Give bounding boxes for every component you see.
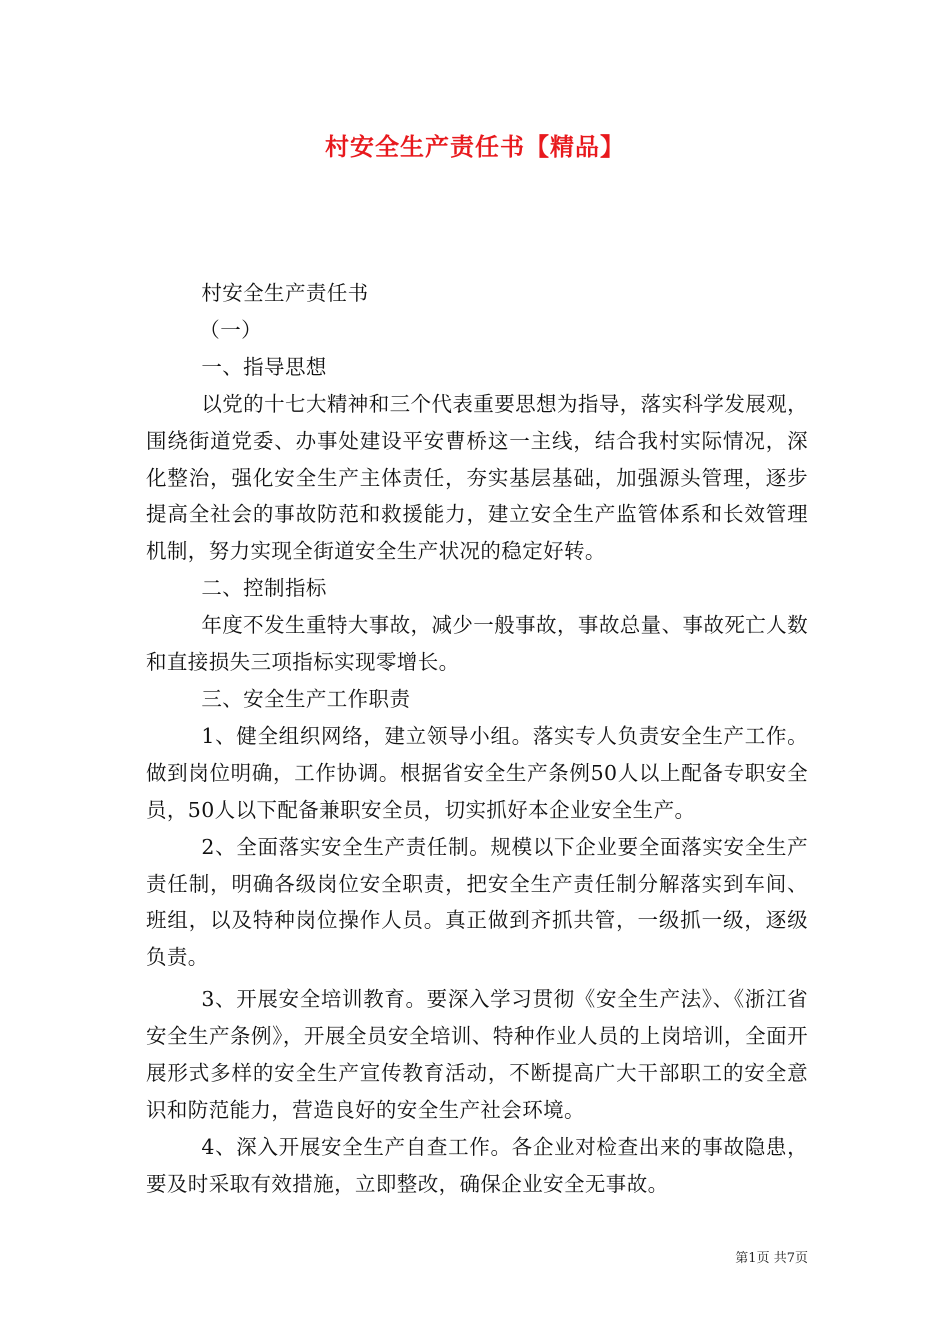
document-title: 村安全生产责任书【精品】	[325, 132, 625, 161]
body-paragraph: 1、健全组织网络，建立领导小组。落实专人负责安全生产工作。做到岗位明确，工作协调。根据省安全生产条例50人以上配备专职安全员，50人以下配备兼职安全员，切实抓好本企业安全生产。	[146, 723, 808, 822]
body-paragraph: 以党的十七大精神和三个代表重要思想为指导，落实科学发展观，围绕街道党委、办事处建设平安曹桥这一主线，结合我村实际情况，深化整治，强化安全生产主体责任，夯实基层基础，加强源头管理，逐步提高全社会的事故防范和救援能力，建立安全生产监管体系和长效管理机制，努力实现全街道安全生产状况的稳定好转。	[146, 391, 808, 564]
body-paragraph: 3、开展安全培训教育。要深入学习贯彻《安全生产法》、《浙江省安全生产条例》，开展全员安全培训、特种作业人员的上岗培训，全面开展形式多样的安全生产宣传教育活动，不断提高广大干部职工的安全意识和防范能力，营造良好的安全生产社会环境。	[146, 987, 808, 1122]
section-heading: 村安全生产责任书	[201, 281, 369, 305]
section-heading: 一、指导思想	[201, 354, 327, 379]
body-paragraph: 2、全面落实安全生产责任制。规模以下企业要全面落实安全生产责任制，明确各级岗位安全职责，把安全生产责任制分解落实到车间、班组，以及特种岗位操作人员。真正做到齐抓共管，一级抓一级，逐级负责。	[146, 834, 808, 970]
section-heading: 二、控制指标	[201, 576, 327, 601]
document-body	[146, 275, 808, 1203]
total-pages: 7	[786, 1251, 795, 1266]
page-label-mid: 页 共	[756, 1251, 787, 1266]
page-label-prefix: 第	[735, 1251, 749, 1266]
page-label-suffix: 页	[794, 1251, 808, 1266]
current-page: 1	[748, 1251, 757, 1266]
body-paragraph: 4、深入开展安全生产自查工作。各企业对检查出来的事故隐患，要及时采取有效措施，立即整改，确保企业安全无事故。	[146, 1134, 808, 1196]
section-heading: 三、安全生产工作职责	[201, 686, 411, 711]
page-number	[735, 1250, 808, 1268]
body-paragraph: 年度不发生重特大事故，减少一般事故，事故总量、事故死亡人数和直接损失三项指标实现零增长。	[146, 613, 808, 675]
section-number: （一）	[199, 317, 262, 342]
